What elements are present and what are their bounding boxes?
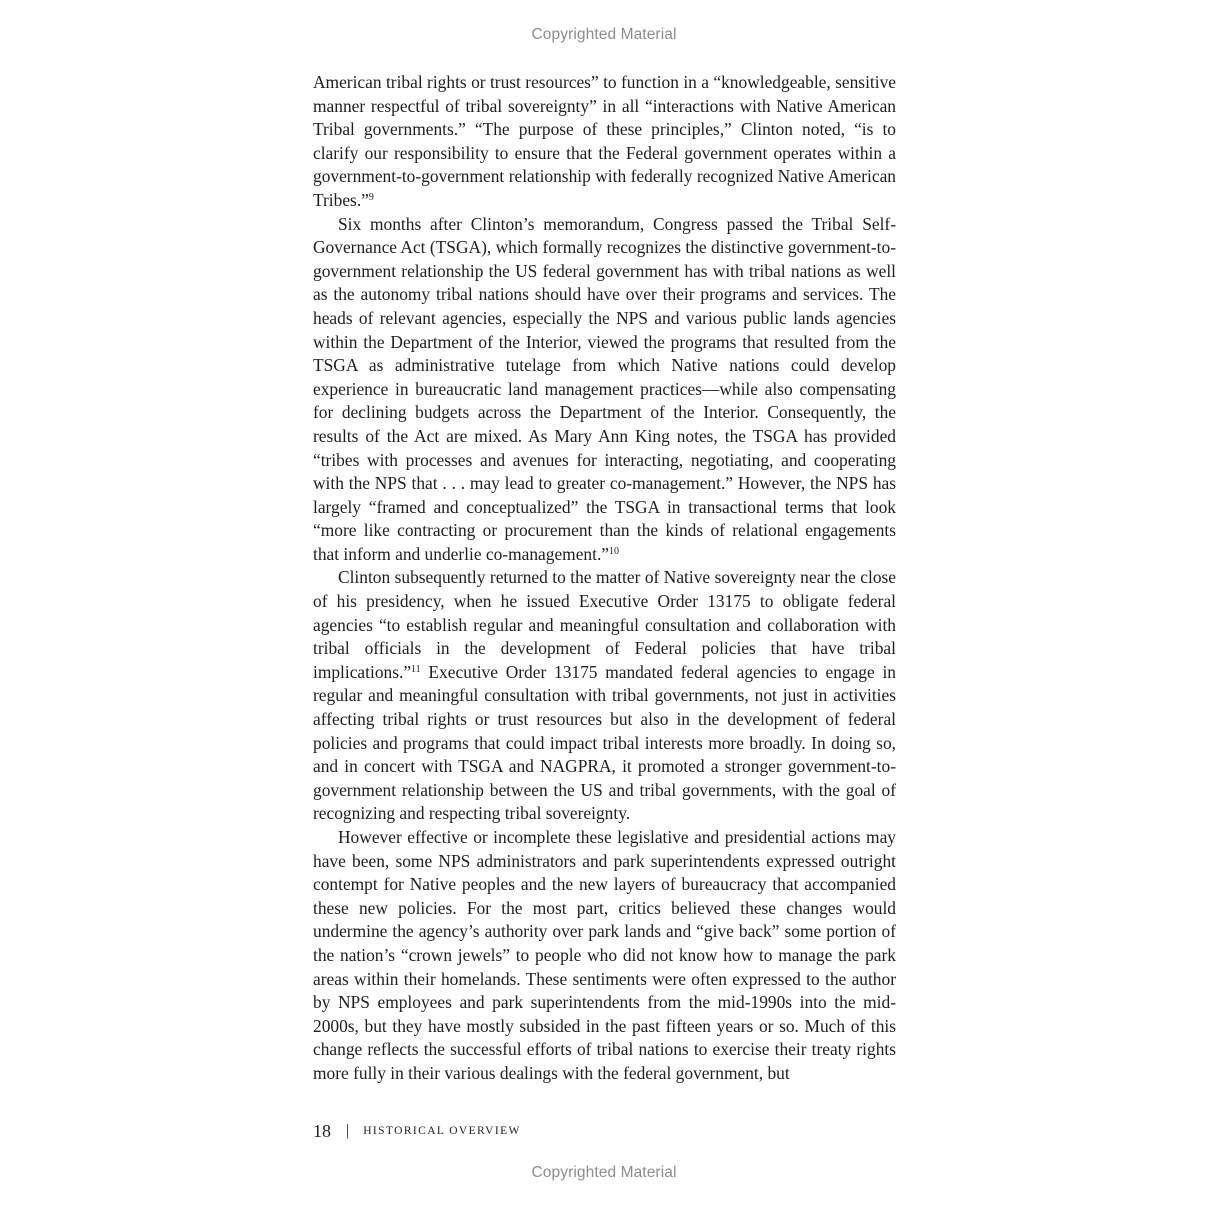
copyright-watermark-top: Copyrighted Material: [531, 26, 677, 43]
page-number: 18: [313, 1120, 331, 1141]
footnote-ref-11: 11: [411, 663, 421, 675]
paragraph-1: [313, 71, 896, 213]
body-text: [313, 71, 896, 1086]
footer-separator: |: [346, 1122, 350, 1139]
footnote-ref-10: 10: [609, 545, 620, 557]
paragraph-4: [313, 826, 896, 1086]
paragraph-2: [313, 213, 896, 567]
page-footer: [313, 1119, 521, 1143]
paragraph-3-text: Clinton subsequently returned to the matter of Native sovereignty near the close of his presidency, when he issued Executive Order 13175 to obligate federal agencies “to establish regular and meaningful consultation and collaboration with tribal officials in the development of Federal policies that have tribal implications.”: [313, 567, 896, 682]
paragraph-2-text: Six months after Clinton’s memorandum, Congress passed the Tribal Self-Governance Act (TSGA), which formally recognizes the distinctive government-to-government relationship the US federal government has with tribal nations as well as the autonomy tribal nations should have over their programs and services. The heads of relevant agencies, especially the NPS and various public lands agencies within the Department of the Interior, viewed the programs that resulted from the TSGA as administrative tutelage from which Native nations could develop experience in bureaucratic land management practices—while also compensating for declining budgets across the Department of the Interior. Consequently, the results of the Act are mixed. As Mary Ann King notes, the TSGA has provided “tribes with processes and avenues for interacting, negotiating, and cooperating with the NPS that . . . may lead to greater co-management.” However, the NPS has largely “framed and conceptualized” the TSGA in transactional terms that look “more like contracting or procurement than the kinds of relational engagements that inform and underlie co-management.”: [313, 213, 896, 564]
copyright-watermark-bottom: Copyrighted Material: [531, 1164, 677, 1181]
paragraph-3: [313, 566, 896, 826]
paragraph-4-text: However effective or incomplete these legislative and presidential actions may have been, some NPS administrators and park superintendents expressed outright contempt for Native peoples and the new layers of bureaucracy that accompanied these new policies. For the most part, critics believed these changes would undermine the agency’s authority over park lands and “give back” some portion of the nation’s “crown jewels” to people who did not know how to manage the park areas within their homelands. These sentiments were often expressed to the author by NPS employees and park superintendents from the mid-1990s into the mid-2000s, but they have mostly subsided in the past fifteen years or so. Much of this change reflects the successful efforts of tribal nations to exercise their treaty rights more fully in their various dealings with the federal government, but: [313, 827, 896, 1083]
footnote-ref-9: 9: [368, 191, 374, 203]
paragraph-3-text-continued: Executive Order 13175 mandated federal agencies to engage in regular and meaningful consultation with tribal governments, not just in activities affecting tribal rights or trust resources but also in the development of federal policies and programs that could impact tribal interests more broadly. In doing so, and in concert with TSGA and NAGPRA, it promoted a stronger government-to-government relationship between the US and tribal governments, with the goal of recognizing and respecting tribal sovereignty.: [313, 661, 896, 824]
paragraph-1-text: American tribal rights or trust resources” to function in a “knowledgeable, sensitive manner respectful of tribal sovereignty” in all “interactions with Native American Tribal governments.” “The purpose of these principles,” Clinton noted, “is to clarify our responsibility to ensure that the Federal government operates within a government-to-government relationship with federally recognized Native American Tribes.”: [313, 72, 896, 210]
running-head: HISTORICAL OVERVIEW: [363, 1125, 521, 1137]
